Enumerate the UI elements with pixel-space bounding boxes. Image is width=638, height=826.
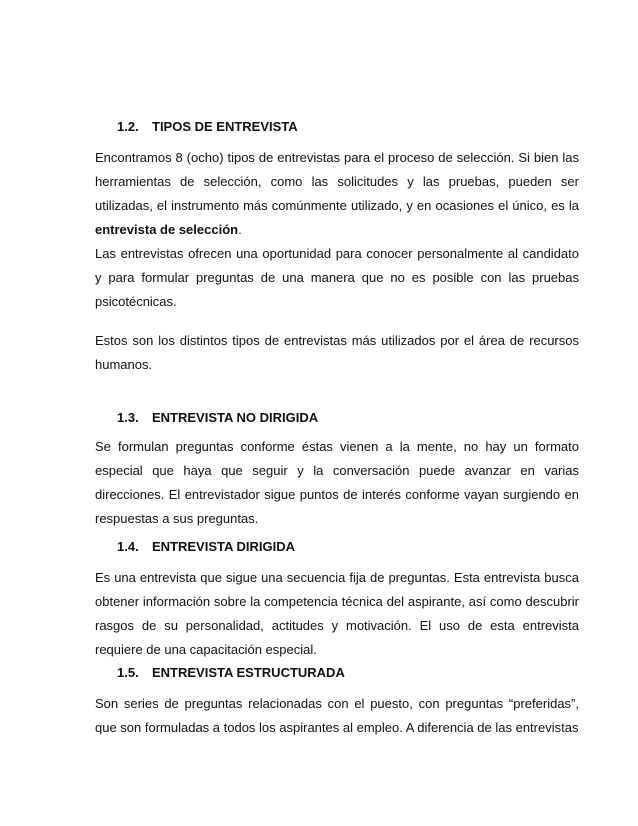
section-title: ENTREVISTA ESTRUCTURADA xyxy=(152,665,345,680)
paragraph-estructurada: Son series de preguntas relacionadas con el puesto, con preguntas “preferidas”, que son formuladas a todos los aspirantes al empleo. A diferencia de las entrevistas xyxy=(95,696,579,735)
section-title: TIPOS DE ENTREVISTA xyxy=(152,119,298,134)
section-title: ENTREVISTA NO DIRIGIDA xyxy=(152,410,319,425)
paragraph-tipos-oportunidad: Las entrevistas ofrecen una oportunidad para conocer personalmente al candidato y para formular preguntas de una manera que no es posible con las pruebas psicotécnicas. xyxy=(95,246,579,309)
section-heading-entrevista-no-dirigida xyxy=(117,410,318,425)
paragraph-text: Encontramos 8 (ocho) tipos de entrevistas para el proceso de selección. Si bien las herramientas de selección, como las solicitudes y las pruebas, pueden ser utilizadas, el instrumento más comúnmente utilizado, y en ocasiones el único, es la xyxy=(95,150,579,213)
paragraph-tipos-distintos: Estos son los distintos tipos de entrevistas más utilizados por el área de recursos humanos. xyxy=(95,333,579,372)
emphasis-entrevista-de-seleccion: entrevista de selección xyxy=(95,222,239,237)
section-number: 1.2. xyxy=(117,119,139,134)
paragraph-tipos-intro xyxy=(95,146,579,242)
section-heading-entrevista-dirigida xyxy=(117,539,295,554)
section-number: 1.3. xyxy=(117,410,139,425)
paragraph-text: . xyxy=(238,222,242,237)
paragraph-no-dirigida: Se formulan preguntas conforme éstas vienen a la mente, no hay un formato especial que haya que seguir y la conversación puede avanzar en varias direcciones. El entrevistador sigue puntos de interés conforme vayan surgiendo en respuestas a sus preguntas. xyxy=(95,439,579,526)
section-number: 1.4. xyxy=(117,539,139,554)
section-heading-tipos-de-entrevista xyxy=(117,119,298,134)
section-heading-entrevista-estructurada xyxy=(117,665,345,680)
paragraph-dirigida: Es una entrevista que sigue una secuencia fija de preguntas. Esta entrevista busca obtener información sobre la competencia técnica del aspirante, así como descubrir rasgos de su personalidad, actitudes y motivación. El uso de esta entrevista requiere de una capacitación especial. xyxy=(95,570,579,657)
section-title: ENTREVISTA DIRIGIDA xyxy=(152,539,296,554)
section-number: 1.5. xyxy=(117,665,139,680)
